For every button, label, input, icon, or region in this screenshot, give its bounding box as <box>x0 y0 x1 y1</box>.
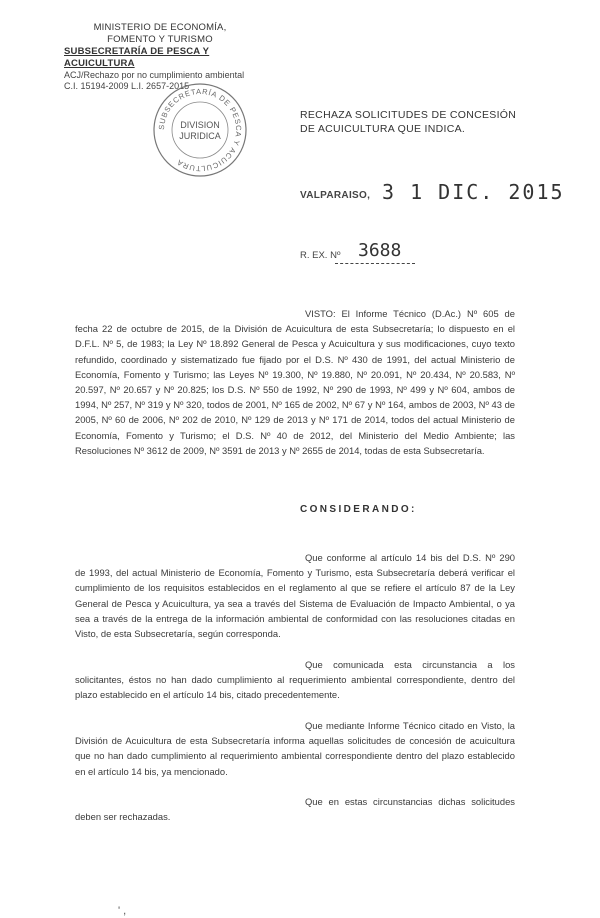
considerando-paragraph-1 <box>75 550 515 641</box>
considerando-1-first-line: Que conforme al artículo 14 bis del D.S. Nº 290 <box>305 552 515 563</box>
considerando-4-first-line: Que en estas circunstancias dichas solicitudes <box>305 796 515 807</box>
resolution-title: RECHAZA SOLICITUDES DE CONCESIÓN DE ACUICULTURA QUE INDICA. <box>300 109 517 135</box>
stamp-ring-text: SUBSECRETARÍA DE PESCA Y ACUICULTURA <box>156 86 244 174</box>
considerando-3-body: la División de Acuicultura de esta Subsecretaría informa aquellas solicitudes de concesión de acuicultura que no han dado cumplimiento al requerimiento ambiental correspondiente dentro del plazo establecido en el artículo 14 bis, ya mencionado. <box>75 720 515 777</box>
considerando-paragraph-4 <box>75 794 515 824</box>
rex-number: 3688 <box>358 240 402 261</box>
reference-line-2: C.I. 15194-2009 L.I. 2657-2015 <box>64 81 190 91</box>
considerando-1-body: de 1993, del actual Ministerio de Economía, Fomento y Turismo, esta Subsecretaría deberá verificar el cumplimiento de los requisitos establecidos en el reglamento al que se refiere el artículo 87 de la Ley General de Pesca y Acuicultura, ya sea a través del Sistema de Evaluación de Impacto Ambiental, o ya sea a través de la entrega de la información ambiental de conformidad con las resoluciones citadas en Visto, de esta Subsecretaría, según corresponda. <box>75 567 515 640</box>
subsecretaria-name: SUBSECRETARÍA DE PESCA Y ACUICULTURA <box>64 46 210 69</box>
svg-text:SUBSECRETARÍA DE PESCA Y ACUIC <box>157 87 243 173</box>
visto-body: fecha 22 de octubre de 2015, de la División de Acuicultura de esta Subsecretaría; lo dispuesto en el D.F.L. Nº 5, de 1983; la Ley Nº 18.892 General de Pesca y Acuicultura y sus modificaciones, cuyo texto refundido, coordinado y sistematizado fue fijado por el D.S. Nº 430 de 1991, del actual Ministerio de Economía, Fomento y Turismo; las Leyes Nº 19.300, Nº 19.880, Nº 20.091, Nº 20.434, Nº 20.583, Nº 20.597, Nº 20.657 y Nº 20.825; los D.S. Nº 550 de 1992, Nº 290 de 1993, Nº 499 y Nº 604, ambos de 1994, Nº 257, Nº 319 y Nº 320, todos de 2001, Nº 165 de 2002, Nº 67 y Nº 164, ambos de 2003, Nº 43 de 2005, Nº 60 de 2006, Nº 202 de 2010, Nº 129 de 2013 y Nº 171 de 2014, todos del actual Ministerio de Economía, Fomento y Turismo; el D.S. Nº 40 de 2012, del Ministerio del Medio Ambiente; las Resoluciones Nº 3612 de 2009, Nº 3591 de 2013 y Nº 2655 de 2014, todas de esta Subsecretaría. <box>75 323 515 456</box>
place-label: VALPARAISO, <box>300 190 371 201</box>
division-juridica-stamp <box>150 80 250 180</box>
visto-first-line: VISTO: El Informe Técnico (D.Ac.) Nº 605 de <box>305 308 515 319</box>
considerando-paragraph-3 <box>75 718 515 779</box>
considerando-2-body: solicitantes, éstos no han dado cumplimiento al requerimiento ambiental correspondiente, dentro del plazo establecido en el artículo 14 bis, citado precedentemente. <box>75 674 515 701</box>
stamp-center-line-2: JURIDICA <box>179 131 221 141</box>
considerando-4-body: deben ser rechazadas. <box>75 811 171 823</box>
rex-underline <box>335 263 415 264</box>
considerando-2-first-line: Que comunicada esta circunstancia a los <box>305 659 515 670</box>
considerando-3-first-line: Que mediante Informe Técnico citado en Visto, <box>305 720 505 731</box>
ministry-line-2: FOMENTO Y TURISMO <box>107 34 213 45</box>
visto-paragraph <box>75 306 515 458</box>
ministry-line-1: MINISTERIO DE ECONOMÍA, <box>93 22 227 33</box>
footer-marks: ' , <box>118 905 127 917</box>
considerando-paragraph-2 <box>75 657 515 703</box>
resolution-date: 3 1 DIC. 2015 <box>382 180 565 204</box>
reference-line-1: ACJ/Rechazo por no cumplimiento ambiental <box>64 70 245 80</box>
stamp-center-line-1: DIVISION <box>180 120 220 130</box>
considerando-heading: CONSIDERANDO: <box>300 504 417 515</box>
rex-label: R. EX. Nº <box>300 250 341 261</box>
